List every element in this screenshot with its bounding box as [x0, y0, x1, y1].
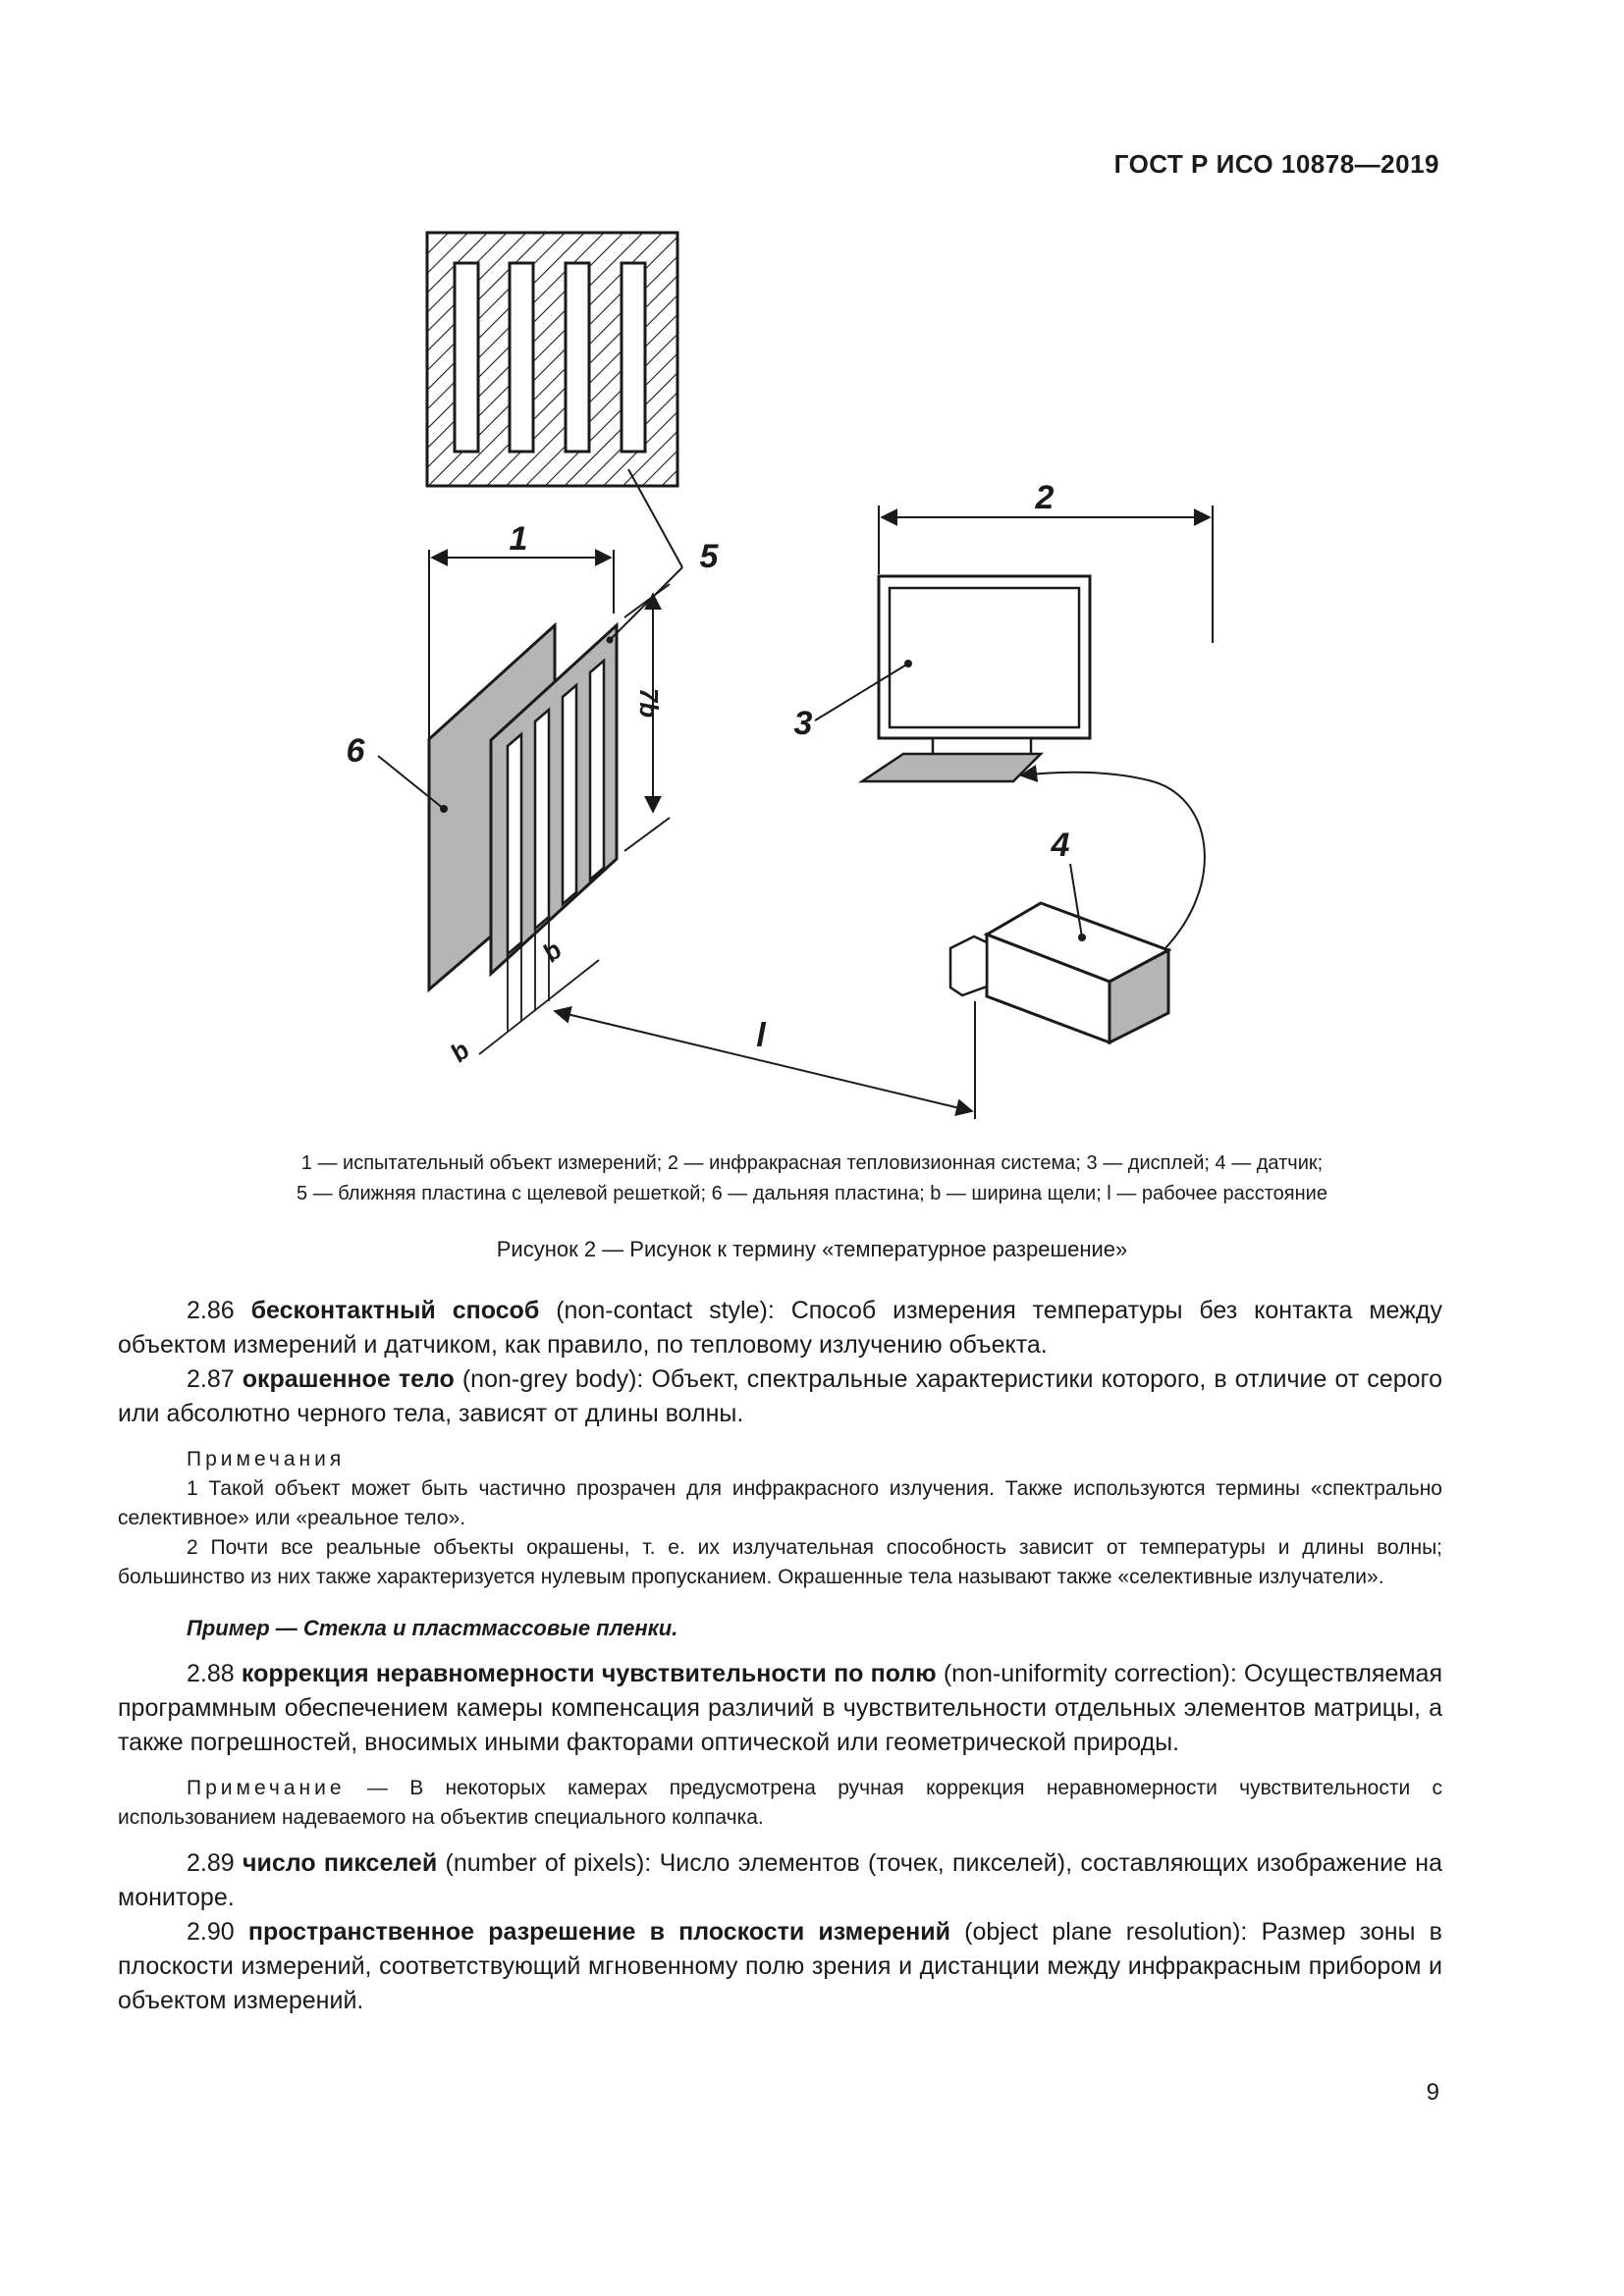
- term-2-89: 2.89 число пикселей (number of pixels): Число элементов (точек, пикселей), составляющих изображение на мониторе.: [118, 1849, 1442, 1911]
- figure-2: [0, 196, 1624, 1139]
- note-1: 1 Такой объект может быть частично прозрачен для инфракрасного излучения. Также используются термины «спектрально селективное» или «реальное тело».: [118, 1477, 1442, 1529]
- label-3: 3: [793, 705, 813, 742]
- note-2-88: Примечание — В некоторых камерах предусмотрена ручная коррекция неравномерности чувствительности с использованием надеваемого на объектив специального колпачка.: [118, 1777, 1443, 1829]
- document-body: [118, 1294, 1442, 2018]
- figure-legend: [118, 1148, 1506, 1209]
- label-5: 5: [699, 538, 719, 575]
- document-header: ГОСТ Р ИСО 10878—2019: [1113, 149, 1439, 179]
- notes-heading: Примечания: [187, 1448, 346, 1470]
- page-number: 9: [1426, 2079, 1439, 2106]
- term-2-90: 2.90 пространственное разрешение в плоскости измерений (object plane resolution): Размер зоны в плоскости измерений, соответствующий мгновенному полю зрения и дистанции между инфракрасным прибором и объектом измерений.: [118, 1918, 1442, 2014]
- figure-caption: Рисунок 2 — Рисунок к термину «температурное разрешение»: [496, 1237, 1128, 1261]
- label-7b: 7b: [634, 687, 664, 719]
- term-2-87: 2.87 окрашенное тело (non-grey body): Объект, спектральные характеристики которого, в отличие от серого или абсолютно черного тела, зависят от длины волны.: [118, 1365, 1442, 1427]
- figure-drawing: [0, 196, 1624, 1139]
- label-b-left: b: [444, 1035, 475, 1068]
- dimension-7b: [624, 584, 670, 851]
- monitor: [794, 576, 1090, 781]
- camera: [950, 827, 1168, 1042]
- dimension-l: [555, 1001, 975, 1119]
- term-2-88: 2.88 коррекция неравномерности чувствительности по полю (non-uniformity correction): Осуществляемая программным обеспечением камеры компенсация различий в чувствительности отдельных элементов матрицы, а также погрешностей, вносимых иными факторами оптической или геометрической природы.: [118, 1660, 1442, 1756]
- grating-detail: [427, 233, 677, 486]
- label-1: 1: [509, 520, 528, 558]
- label-6: 6: [346, 732, 365, 770]
- label-2: 2: [1035, 479, 1055, 516]
- example: Пример — Стекла и пластмассовые пленки.: [187, 1616, 678, 1640]
- note-2: 2 Почти все реальные объекты окрашены, т. е. их излучательная способность зависит от температуры и длины волны; большинство из них также характеризуется нулевым пропусканием. Окрашенные тела называют также «селективные излучатели».: [118, 1536, 1442, 1588]
- legend-line-2: 5 — ближняя пластина с щелевой решеткой; 6 — дальняя пластина; b — ширина щели; l — рабочее расстояние: [297, 1183, 1327, 1204]
- label-4: 4: [1051, 827, 1070, 864]
- label-b-right: b: [536, 934, 568, 968]
- legend-line-1: 1 — испытательный объект измерений; 2 — инфракрасная тепловизионная система; 3 — дисплей; 4 — датчик;: [300, 1152, 1324, 1174]
- label-l: l: [756, 1017, 766, 1054]
- term-2-86: 2.86 бесконтактный способ (non-contact style): Способ измерения температуры без контакта между объектом измерений и датчиком, как правило, по тепловому излучению объекта.: [118, 1297, 1442, 1359]
